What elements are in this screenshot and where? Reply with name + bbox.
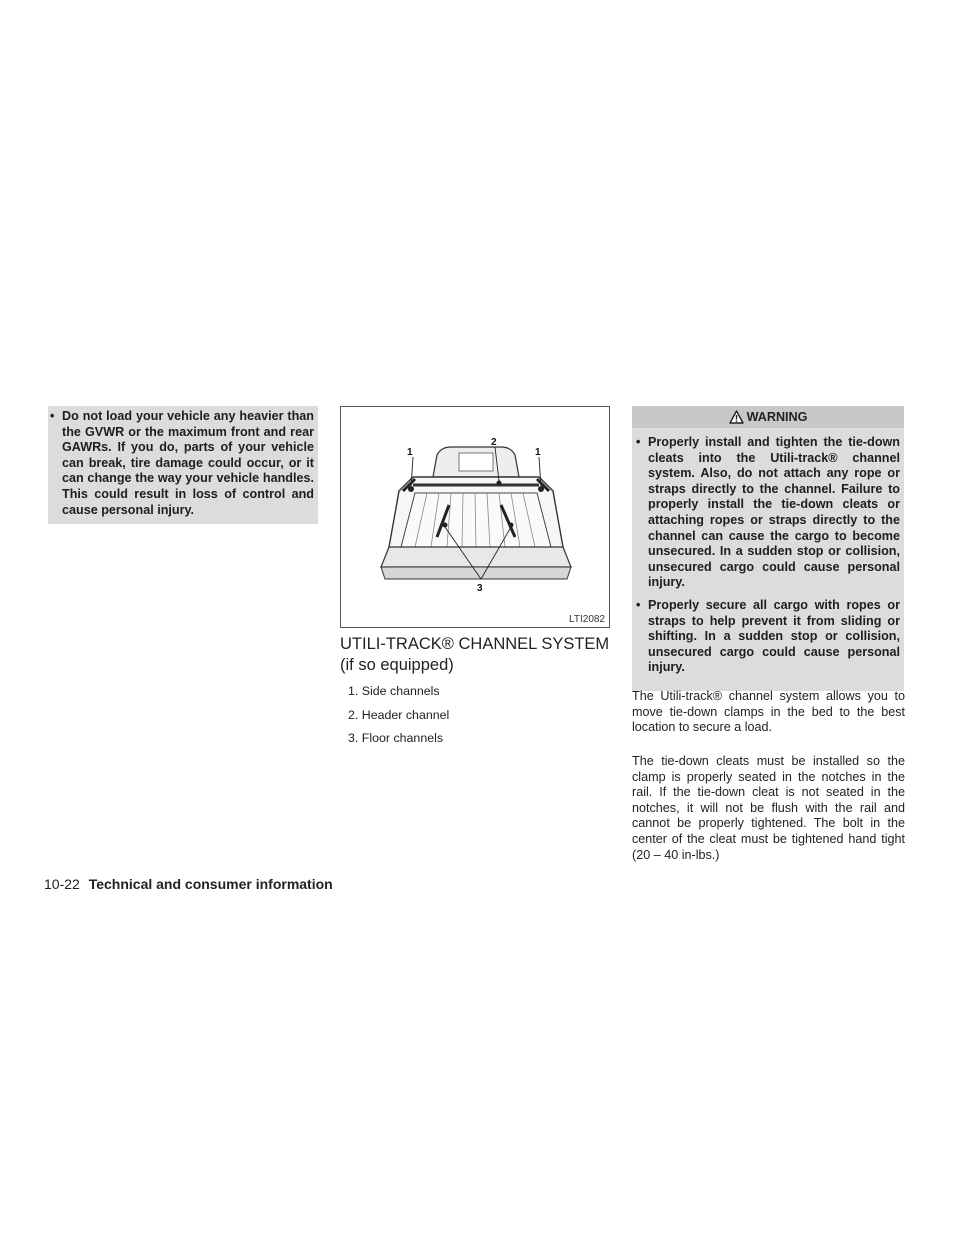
callout-2: 2: [491, 437, 497, 448]
warning-item: • Properly install and tighten the tie-down cleats into the Utili-track® channel system. Also, do not attach any rope or straps directly to the channel. Failure to properly install the tie-down cleats or attaching ropes or straps directly to the channel can cause the cargo to become unsecured. In a sudden stop or collision, unsecured cargo could cause personal injury.: [634, 435, 900, 591]
truck-bed-illustration: [341, 407, 609, 627]
body-paragraph: The tie-down cleats must be installed so the clamp is properly seated in the notches in the rail. If the tie-down cleat is not seated in the notches, it will not be flush with the rail and cannot be properly tightened. The bolt in the center of the cleat must be tightened hand tight (20 – 40 in-lbs.): [632, 754, 905, 862]
warning-item: • Properly secure all cargo with ropes or straps to help prevent it from sliding or shifting. In a sudden stop or collision, unsecured cargo could cause personal injury.: [634, 598, 900, 676]
figure-code: LTI2082: [569, 614, 605, 625]
legend-item: 1. Side channels: [348, 684, 440, 698]
caution-box: [48, 406, 318, 524]
warning-box: [632, 406, 904, 691]
callout-1-left: 1: [407, 447, 413, 458]
figure-legend: [348, 680, 608, 751]
caution-item: • Do not load your vehicle any heavier than the GVWR or the maximum front and rear GAWRs. If you do, parts of your vehicle can break, tire damage could occur, or it can change the way your vehicle handles. This could result in loss of control and cause personal injury.: [48, 409, 318, 518]
footer-section-name: Technical and consumer information: [88, 876, 333, 892]
legend-item: 2. Header channel: [348, 707, 450, 722]
page-number: 10-22: [44, 876, 80, 892]
callout-1-right: 1: [535, 447, 541, 458]
truck-bed-figure: [340, 406, 610, 628]
page-footer: [44, 876, 333, 892]
warning-list: [632, 428, 904, 676]
caution-list: [48, 409, 318, 518]
legend-item: 3. Floor channels: [348, 731, 444, 745]
warning-header: [632, 406, 904, 428]
body-paragraph: The Utili-track® channel system allows you to move tie-down clamps in the bed to the best location to secure a load.: [632, 689, 905, 735]
warning-triangle-icon: [729, 410, 744, 424]
warning-heading: WARNING: [746, 410, 808, 424]
callout-3: 3: [477, 583, 483, 594]
section-title: UTILI-TRACK® CHANNEL SYSTEM (if so equipped): [340, 635, 610, 674]
